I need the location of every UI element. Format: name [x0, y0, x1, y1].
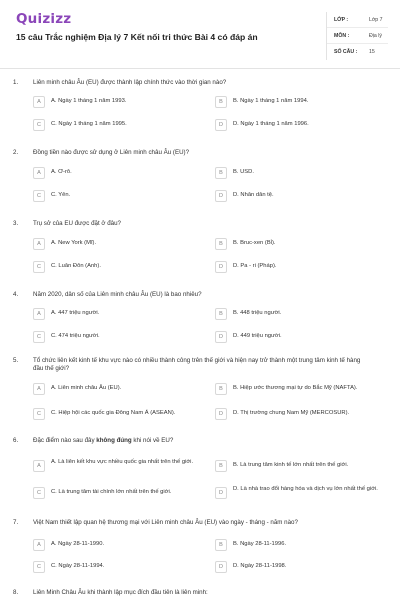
worksheet-header: [0, 0, 400, 66]
option-text: B. Hiệp ước thương mại tự do Bắc Mỹ (NAFTA).: [233, 385, 358, 391]
question-text: Đồng tiền nào được sử dụng ở Liên minh châu Âu (EU)?: [33, 149, 190, 156]
option-letter-box: C: [33, 119, 45, 131]
option-letter-box: C: [33, 408, 45, 420]
option-letter-box: A: [33, 96, 45, 108]
meta-key: LỚP :: [334, 17, 349, 23]
question-number: 3.: [13, 220, 19, 227]
option-letter-box: D: [215, 331, 227, 343]
option-d[interactable]: [215, 330, 383, 344]
option-text: C. Luân Đôn (Anh).: [51, 263, 101, 269]
option-letter-box: C: [33, 561, 45, 573]
option-c[interactable]: [33, 407, 201, 421]
option-b[interactable]: [215, 237, 383, 251]
option-letter-box: A: [33, 167, 45, 179]
question-number: 1.: [13, 79, 19, 86]
meta-value: Địa lý: [369, 33, 382, 39]
option-text: C. Ngày 1 tháng 1 năm 1995.: [51, 121, 127, 127]
option-d[interactable]: [215, 407, 383, 421]
option-letter-box: D: [215, 119, 227, 131]
option-text: B. Ngày 28-11-1996.: [233, 541, 287, 547]
option-text: A. New York (Mĩ).: [51, 240, 97, 246]
meta-row-class: [327, 12, 388, 28]
option-b[interactable]: [215, 95, 383, 109]
option-letter-box: B: [215, 238, 227, 250]
question-number: 4.: [13, 291, 19, 298]
option-b[interactable]: [215, 307, 383, 321]
option-text: D. Pa - ri (Pháp).: [233, 263, 277, 269]
question-number: 6.: [13, 437, 19, 444]
question-text: Năm 2020, dân số của Liên minh châu Âu (EU) là bao nhiêu?: [33, 291, 202, 298]
option-text: D. Nhân dân tệ.: [233, 192, 274, 198]
option-a[interactable]: [33, 538, 201, 552]
question-text-end: khi nói về EU?: [131, 437, 174, 444]
meta-row-subject: [327, 28, 388, 44]
question-text: [33, 437, 368, 445]
option-letter-box: D: [215, 561, 227, 573]
question-text: Liên Minh Châu Âu khi thành lập mục đích đầu tiên là liên minh:: [33, 589, 208, 596]
meta-value: 15: [369, 49, 375, 55]
option-c[interactable]: [33, 560, 201, 574]
option-a[interactable]: [33, 459, 201, 473]
option-letter-box: D: [215, 408, 227, 420]
option-d[interactable]: [215, 560, 383, 574]
option-text: D. Ngày 28-11-1998.: [233, 563, 287, 569]
option-letter-box: A: [33, 460, 45, 472]
option-text: C. Ngày 28-11-1994.: [51, 563, 105, 569]
option-a[interactable]: [33, 307, 201, 321]
option-text: A. 447 triệu người.: [51, 310, 100, 316]
option-letter-box: B: [215, 308, 227, 320]
option-text: D. Ngày 1 tháng 1 năm 1996.: [233, 121, 309, 127]
option-letter-box: A: [33, 238, 45, 250]
option-letter-box: A: [33, 308, 45, 320]
option-a[interactable]: [33, 237, 201, 251]
option-c[interactable]: [33, 486, 201, 500]
option-b[interactable]: [215, 382, 383, 396]
option-letter-box: D: [215, 190, 227, 202]
option-text: C. Yên.: [51, 192, 71, 198]
quizizz-logo: Quizizz: [16, 11, 72, 27]
question-text: Trụ sở của EU được đặt ở đâu?: [33, 220, 121, 227]
option-d[interactable]: [215, 486, 383, 500]
option-b[interactable]: [215, 459, 383, 473]
question-text-start: Đặc điểm nào sau đây: [33, 437, 97, 444]
option-text: A. Ngày 1 tháng 1 năm 1993.: [51, 98, 127, 104]
option-c[interactable]: [33, 118, 201, 132]
option-letter-box: B: [215, 96, 227, 108]
option-d[interactable]: [215, 118, 383, 132]
option-letter-box: C: [33, 487, 45, 499]
option-a[interactable]: [33, 95, 201, 109]
option-letter-box: B: [215, 539, 227, 551]
option-letter-box: B: [215, 167, 227, 179]
option-a[interactable]: [33, 166, 201, 180]
option-d[interactable]: [215, 189, 383, 203]
option-letter-box: D: [215, 487, 227, 499]
option-letter-box: B: [215, 383, 227, 395]
option-b[interactable]: [215, 166, 383, 180]
option-text: B. Bruc-xen (Bỉ).: [233, 240, 276, 246]
option-b[interactable]: [215, 538, 383, 552]
question-text-emphasis: không đúng: [96, 437, 132, 444]
meta-key: SỐ CÂU :: [334, 49, 358, 55]
option-c[interactable]: [33, 189, 201, 203]
option-letter-box: C: [33, 261, 45, 273]
option-d[interactable]: [215, 260, 383, 274]
option-letter-box: D: [215, 261, 227, 273]
option-text: B. 448 triệu người.: [233, 310, 282, 316]
option-text: D. 449 triệu người.: [233, 333, 282, 339]
option-letter-box: C: [33, 190, 45, 202]
option-text: D. Là nhà trao đổi hàng hóa và dịch vụ lớn nhất thế giới.: [233, 486, 378, 492]
meta-key: MÔN :: [334, 33, 350, 39]
question-number: 8.: [13, 589, 19, 596]
option-c[interactable]: [33, 330, 201, 344]
option-letter-box: C: [33, 331, 45, 343]
question-number: 2.: [13, 149, 19, 156]
question-text: Việt Nam thiết lập quan hệ thương mại với Liên minh châu Âu (EU) vào ngày - tháng - năm nào?: [33, 519, 298, 526]
meta-info-box: [326, 12, 388, 60]
page-title: 15 câu Trắc nghiệm Địa lý 7 Kết nối tri thức Bài 4 có đáp án: [16, 32, 258, 42]
question-text: Liên minh châu Âu (EU) được thành lập chính thức vào thời gian nào?: [33, 79, 227, 86]
option-text: A. Là liên kết khu vực nhiều quốc gia nhất trên thế giới.: [51, 459, 194, 465]
header-divider: [0, 68, 400, 69]
option-text: C. Hiệp hội các quốc gia Đông Nam Á (ASEAN).: [51, 410, 176, 416]
question-number: 7.: [13, 519, 19, 526]
option-text: C. Là trung tâm tài chính lớn nhất trên thế giới.: [51, 489, 172, 495]
option-letter-box: B: [215, 460, 227, 472]
option-text: D. Thị trường chung Nam Mỹ (MERCOSUR).: [233, 410, 350, 416]
option-text: B. Là trung tâm kinh tế lớn nhất trên thế giới.: [233, 462, 349, 468]
question-number: 5.: [13, 357, 19, 364]
meta-row-count: [327, 44, 388, 60]
option-text: A. Ơ-rô.: [51, 169, 72, 175]
option-c[interactable]: [33, 260, 201, 274]
option-letter-box: A: [33, 383, 45, 395]
option-letter-box: A: [33, 539, 45, 551]
question-text: Tổ chức liên kết kinh tế khu vực nào có nhiều thành công trên thế giới và hiện nay trở thành một trung tâm kinh tế hàng đầu thế giới?: [33, 357, 361, 372]
option-text: B. Ngày 1 tháng 1 năm 1994.: [233, 98, 309, 104]
option-text: C. 474 triệu người.: [51, 333, 100, 339]
meta-value: Lớp 7: [369, 17, 383, 23]
option-a[interactable]: [33, 382, 201, 396]
option-text: A. Ngày 28-11-1990.: [51, 541, 105, 547]
option-text: A. Liên minh châu Âu (EU).: [51, 385, 122, 391]
option-text: B. USD.: [233, 169, 254, 175]
